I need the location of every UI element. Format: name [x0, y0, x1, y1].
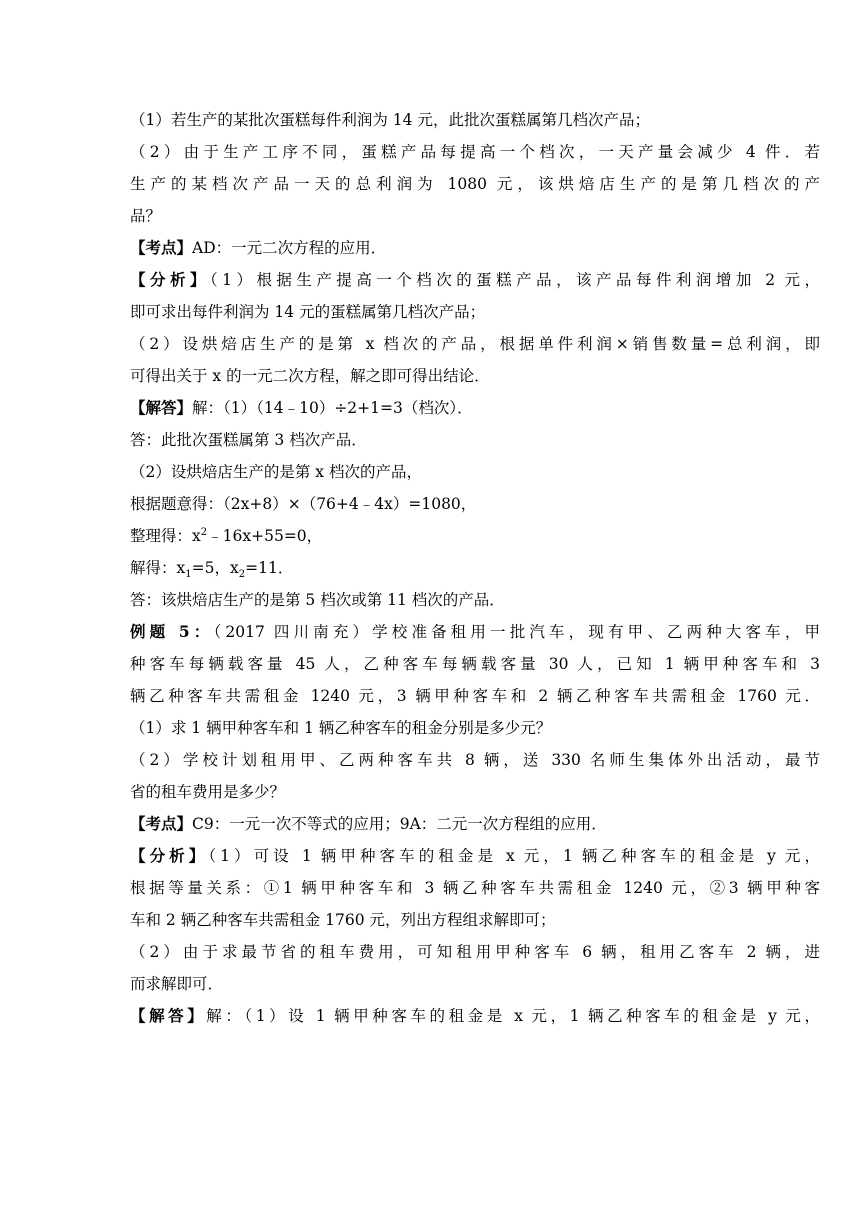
text-line	[130, 104, 820, 136]
text-line	[130, 936, 820, 968]
text-line	[130, 968, 820, 1000]
line-text: 车和 2 辆乙种客车共需租金 1760 元，列出方程组求解即可；	[130, 911, 556, 929]
line-text: 解得：	[130, 559, 177, 577]
line-text: 可得出关于 x 的一元二次方程，解之即可得出结论．	[130, 367, 490, 385]
math-subscript: 2	[238, 569, 246, 581]
text-line	[130, 424, 820, 456]
text-line	[130, 616, 820, 648]
section-label: 【解答】	[130, 398, 193, 417]
line-text: 种客车每辆载客量 45 人，乙种客车每辆载客量 30 人，已知 1 辆甲种客车和 3	[130, 655, 820, 673]
text-line	[130, 392, 820, 424]
line-text: 而求解即可．	[130, 975, 224, 993]
text-line	[130, 136, 820, 168]
math-text: =5，	[191, 559, 230, 577]
text-line	[130, 200, 820, 232]
line-text: （2017 四川南充）学校准备租用一批汽车，现有甲、乙两种大客车，甲	[213, 623, 820, 641]
line-text: 答：该烘焙店生产的是第 5 档次或第 11 档次的产品．	[130, 591, 505, 609]
line-text: （1）求 1 辆甲种客车和 1 辆乙种客车的租金分别是多少元？	[130, 719, 552, 737]
line-text: 生产的某档次产品一天的总利润为 1080 元，该烘焙店生产的是第几档次的产	[130, 175, 820, 193]
text-line	[130, 872, 820, 904]
math-text: =11．	[245, 559, 294, 577]
text-line	[130, 648, 820, 680]
text-line	[130, 168, 820, 200]
line-text: 辆乙种客车共需租金 1240 元，3 辆甲种客车和 2 辆乙种客车共需租金 1760 元．	[130, 687, 820, 705]
section-label: 【解答】	[130, 1006, 207, 1025]
line-text: 即可求出每件利润为 14 元的蛋糕属第几档次产品；	[130, 303, 486, 321]
math-variable: x	[230, 559, 239, 577]
math-subscript: 1	[185, 569, 192, 581]
text-line	[130, 488, 820, 520]
line-text: 解：（1）（14﹣10）÷2+1=3（档次）．	[192, 399, 473, 417]
line-text: 品？	[130, 207, 162, 225]
text-line	[130, 296, 820, 328]
text-line	[130, 1000, 820, 1032]
line-text: （2）由于生产工序不同，蛋糕产品每提高一个档次，一天产量会减少 4 件．若	[130, 143, 820, 161]
math-variable: x	[192, 527, 201, 545]
text-line	[130, 744, 820, 776]
text-line	[130, 232, 820, 264]
line-text: AD：一元二次方程的应用．	[192, 239, 387, 257]
section-label: 【分析】	[130, 846, 209, 865]
line-text: 解：（1）设 1 辆甲种客车的租金是 x 元，1 辆乙种客车的租金是 y 元，	[206, 1007, 820, 1025]
text-line	[130, 776, 820, 808]
line-text: 整理得：	[130, 527, 193, 545]
text-line	[130, 808, 820, 840]
text-line	[130, 904, 820, 936]
text-line	[130, 520, 820, 552]
line-text: C9：一元一次不等式的应用；9A：二元一次方程组的应用．	[192, 815, 607, 833]
text-line	[130, 712, 820, 744]
line-text: 根据题意得：（2x+8）×（76+4﹣4x）=1080，	[130, 495, 477, 513]
text-line	[130, 680, 820, 712]
line-text: 答：此批次蛋糕属第 3 档次产品．	[130, 431, 367, 449]
line-text: （1）根据生产提高一个档次的蛋糕产品，该产品每件利润增加 2 元，	[209, 271, 820, 289]
text-line	[130, 584, 820, 616]
math-text: ﹣16x+55=0，	[207, 527, 323, 545]
text-line	[130, 264, 820, 296]
text-line	[130, 840, 820, 872]
line-text: （1）若生产的某批次蛋糕每件利润为 14 元，此批次蛋糕属第几档次产品；	[130, 111, 650, 129]
section-label: 【考点】	[130, 238, 193, 257]
text-line	[130, 328, 820, 360]
line-text: 省的租车费用是多少？	[130, 783, 286, 801]
line-text: （1）可设 1 辆甲种客车的租金是 x 元，1 辆乙种客车的租金是 y 元，	[208, 847, 820, 865]
text-line	[130, 456, 820, 488]
line-text: （2）学校计划租用甲、乙两种客车共 8 辆，送 330 名师生集体外出活动，最节	[130, 751, 820, 769]
section-label: 【考点】	[130, 814, 193, 833]
text-line	[130, 360, 820, 392]
line-text: 根据等量关系：①1 辆甲种客车和 3 辆乙种客车共需租金 1240 元，②3 辆甲种客	[130, 879, 820, 897]
line-text: （2）由于求最节省的租车费用，可知租用甲种客车 6 辆，租用乙客车 2 辆，进	[130, 943, 820, 961]
math-exponent: 2	[200, 526, 208, 538]
math-variable: x	[176, 559, 186, 577]
section-label: 例题 5：	[130, 622, 214, 641]
text-line	[130, 552, 820, 584]
line-text: （2）设烘焙店生产的是第 x 档次的产品，	[130, 463, 422, 481]
line-text: （2）设烘焙店生产的是第 x 档次的产品，根据单件利润×销售数量=总利润，即	[130, 335, 820, 353]
section-label: 【分析】	[130, 270, 210, 289]
